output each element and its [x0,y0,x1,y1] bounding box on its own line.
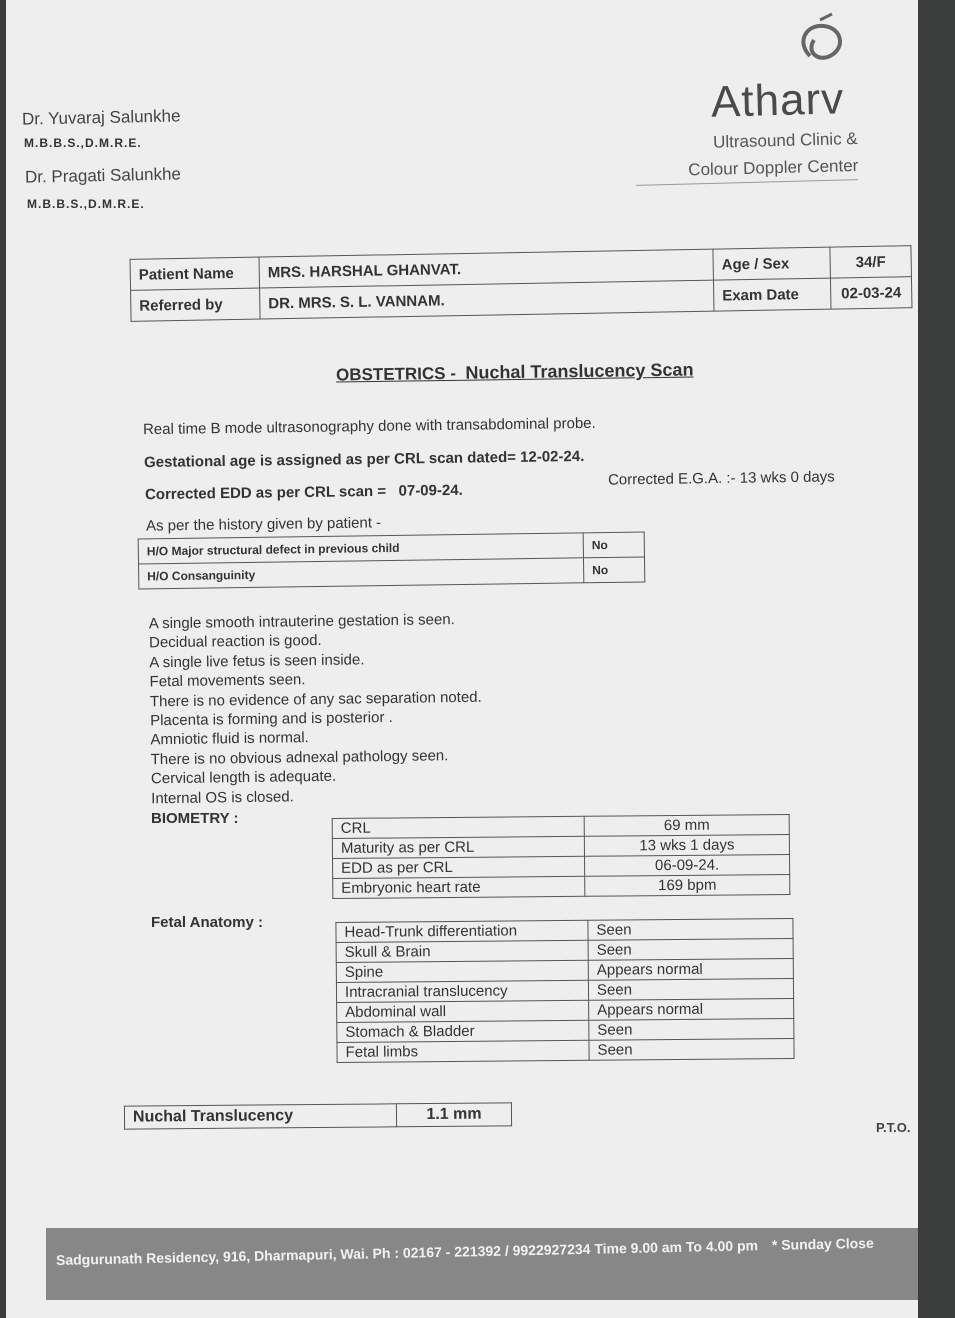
anatomy-value: Seen [589,1019,794,1041]
patient-name-label: Patient Name [130,257,260,290]
biometry-table [332,814,791,899]
report-title-prefix: OBSTETRICS - [335,363,457,385]
report-paper [6,0,918,1318]
clinic-subtitle-line1: Ultrasound Clinic & [712,128,858,152]
anatomy-value: Seen [588,919,793,941]
intro-line-probe: Real time B mode ultrasonography done with transabdominal probe. [142,414,596,439]
biometry-value: 69 mm [584,815,789,837]
biometry-row [333,875,790,899]
history-value: No [583,532,644,558]
referred-by-label: Referred by [131,288,261,321]
nuchal-translucency-table [124,1102,512,1129]
history-intro: As per the history given by patient - [145,514,382,535]
pto-note: P.T.O. [876,1120,911,1135]
history-label: H/O Consanguinity [139,558,584,589]
intro-line-gestational-age: Gestational age is assigned as per CRL scan dated= 12-02-24. [143,447,585,472]
footer-note: * Sunday Close [771,1234,874,1254]
doctor1-qualification: M.B.B.S.,D.M.R.E. [24,136,142,150]
anatomy-value: Appears normal [589,999,794,1021]
finding-line: There is no evidence of any sac separation noted. [149,688,482,710]
findings-list [149,610,484,809]
nt-value: 1.1 mm [396,1103,511,1127]
biometry-value: 06-09-24. [584,855,789,877]
anatomy-label: Head-Trunk differentiation [336,920,588,942]
anatomy-label: Intracranial translucency [336,980,588,1002]
corrected-ega: Corrected E.G.A. :- 13 wks 0 days [607,468,835,489]
anatomy-label: Abdominal wall [337,1000,589,1022]
anatomy-row [337,1039,794,1063]
exam-date-value: 02-03-24 [830,277,912,309]
finding-line: A single live fetus is seen inside. [149,651,365,672]
history-label: H/O Major structural defect in previous child [138,533,583,564]
history-value: No [583,557,644,583]
anatomy-label: Skull & Brain [336,940,588,962]
biometry-heading: BIOMETRY : [151,810,239,827]
corrected-edd-value: 07-09-24. [398,481,463,500]
anatomy-value: Appears normal [588,959,793,981]
clinic-logo-icon [792,12,852,68]
doctor1-name: Dr. Yuvaraj Salunkhe [21,106,181,129]
corrected-edd [145,482,463,503]
fetal-anatomy-heading: Fetal Anatomy : [151,914,263,931]
referred-by-value: DR. MRS. S. L. VANNAM. [260,280,714,319]
biometry-label: Embryonic heart rate [333,876,585,898]
footer-address: Sadgurunath Residency, 916, Dharmapuri, Wai. Ph : 02167 - 221392 / 9922927234 Time 9.00 am To 4.00 pm [55,1237,759,1268]
biometry-label: CRL [332,816,584,838]
history-table [138,531,646,589]
clinic-subtitle-line2: Colour Doppler Center [688,155,859,180]
finding-line: Amniotic fluid is normal. [150,729,309,749]
biometry-value: 169 bpm [585,875,790,897]
finding-line: Placenta is forming and is posterior . [150,708,393,730]
anatomy-value: Seen [588,979,793,1001]
biometry-label: Maturity as per CRL [332,836,584,858]
report-title-main: Nuchal Translucency Scan [465,359,694,383]
anatomy-value: Seen [588,939,793,961]
finding-line: Decidual reaction is good. [148,632,322,652]
age-sex-label: Age / Sex [713,247,831,280]
biometry-value: 13 wks 1 days [584,835,789,857]
finding-line: Cervical length is adequate. [150,767,337,788]
doctor2-name: Dr. Pragati Salunkhe [24,164,182,187]
exam-date-label: Exam Date [713,278,831,311]
anatomy-value: Seen [589,1039,794,1061]
finding-line: A single smooth intrauterine gestation is seen. [148,611,455,633]
clinic-subtitle [625,125,858,185]
corrected-edd-label: Corrected EDD as per CRL scan = [144,482,387,504]
nt-label: Nuchal Translucency [124,1104,396,1129]
clinic-name: Atharv [710,74,845,127]
finding-line: Fetal movements seen. [149,671,306,691]
doctor2-qualification: M.B.B.S.,D.M.R.E. [27,197,145,211]
patient-info-table [130,245,913,322]
anatomy-label: Fetal limbs [337,1040,589,1062]
patient-name-value: MRS. HARSHAL GHANVAT. [259,249,713,288]
finding-line: Internal OS is closed. [151,787,294,807]
age-sex-value: 34/F [830,246,912,278]
biometry-label: EDD as per CRL [333,856,585,878]
footer-text [56,1235,874,1268]
finding-line: There is no obvious adnexal pathology seen. [150,747,449,769]
report-title [336,360,694,386]
anatomy-label: Spine [336,960,588,982]
footer-bar [46,1228,918,1300]
anatomy-label: Stomach & Bladder [337,1020,589,1042]
fetal-anatomy-table [335,918,794,1063]
